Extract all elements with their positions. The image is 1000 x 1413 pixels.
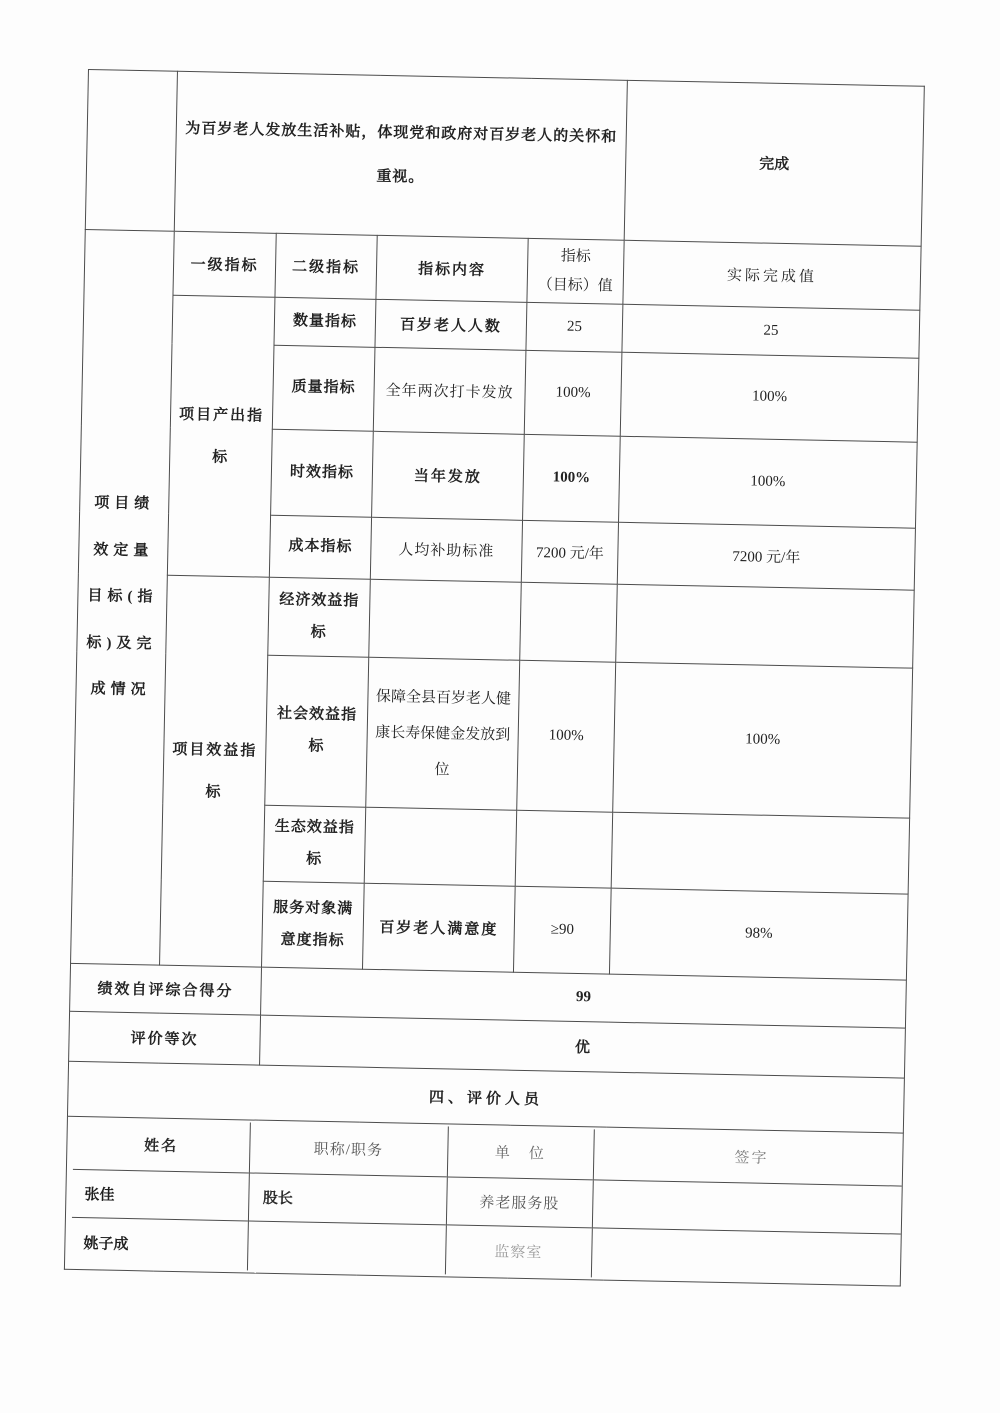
row-timeliness-target: 100% — [523, 434, 621, 522]
evaluator-2-title — [247, 1220, 446, 1274]
empty-left-cell — [85, 70, 177, 232]
goal-completion: 完成 — [624, 80, 924, 246]
header-content: 指标内容 — [376, 235, 528, 302]
header-target-line2: （目标）值 — [537, 276, 613, 295]
group-output-indicators: 项目产出指标 — [167, 295, 275, 577]
row-satisfaction-target: ≥90 — [513, 886, 611, 974]
performance-table — [64, 69, 925, 1287]
row-economic-target — [520, 582, 618, 662]
evaluators-section-title: 四、评价人员 — [67, 1061, 904, 1133]
header-actual: 实际完成值 — [623, 240, 921, 310]
evaluators-header-signature: 签字 — [593, 1129, 904, 1185]
evaluators-header-title: 职称/职务 — [249, 1122, 448, 1176]
row-quality-actual: 100% — [620, 352, 919, 442]
evaluators-header-unit: 单 位 — [447, 1126, 594, 1179]
row-satisfaction-label: 服务对象满意度指标 — [262, 881, 365, 969]
row-quality-label: 质量指标 — [272, 345, 375, 431]
row-economic-label: 经济效益指标 — [268, 577, 371, 657]
row-ecological-content — [364, 807, 516, 886]
row-quantity-target: 25 — [526, 302, 623, 352]
row-social-target: 100% — [517, 660, 616, 812]
row-quantity-label: 数量指标 — [274, 297, 376, 347]
group-benefit-indicators: 项目效益指标 — [160, 575, 270, 967]
evaluators-table — [71, 1119, 903, 1284]
evaluator-1-unit: 养老服务股 — [446, 1176, 593, 1227]
evaluator-2-unit: 监察室 — [445, 1224, 592, 1277]
row-cost-label: 成本指标 — [269, 515, 371, 579]
evaluators-subtable-container — [64, 1116, 903, 1286]
row-quantity-content: 百岁老人人数 — [375, 299, 527, 350]
row-timeliness-label: 时效指标 — [271, 429, 374, 517]
evaluator-1-name: 张佳 — [72, 1169, 249, 1221]
grade-label: 评价等次 — [69, 1011, 261, 1065]
row-social-label: 社会效益指标 — [265, 655, 369, 807]
row-ecological-target — [515, 810, 613, 888]
evaluator-2-signature — [591, 1227, 903, 1283]
row-quantity-actual: 25 — [622, 304, 920, 358]
evaluator-1-signature — [592, 1179, 903, 1233]
header-level2: 二级指标 — [275, 233, 377, 299]
evaluators-header-name: 姓名 — [143, 1138, 179, 1156]
row-cost-content: 人均补助标准 — [370, 517, 522, 582]
row-quality-target: 100% — [524, 350, 622, 436]
self-score-value: 99 — [261, 967, 907, 1028]
row-cost-actual: 7200 元/年 — [617, 522, 915, 590]
grade-value: 优 — [260, 1015, 906, 1078]
row-timeliness-actual: 100% — [619, 436, 918, 528]
row-social-actual: 100% — [613, 662, 913, 818]
evaluator-2-name: 姚子成 — [71, 1217, 248, 1271]
scanned-evaluation-form — [64, 69, 924, 1287]
row-satisfaction-actual: 98% — [609, 888, 908, 980]
row-economic-content — [369, 579, 522, 660]
header-target — [527, 238, 624, 304]
self-score-label: 绩效自评综合得分 — [70, 963, 262, 1015]
row-quality-content: 全年两次打卡发放 — [373, 347, 526, 434]
goal-description: 为百岁老人发放生活补贴，体现党和政府对百岁老人的关怀和重视。 — [174, 71, 627, 240]
row-social-content: 保障全县百岁老人健康长寿保健金发放到位 — [366, 657, 520, 810]
row-satisfaction-content: 百岁老人满意度 — [362, 883, 515, 972]
row-ecological-actual — [611, 812, 909, 894]
row-economic-actual — [616, 584, 915, 668]
row-cost-target: 7200 元/年 — [521, 520, 618, 584]
row-ecological-label: 生态效益指标 — [263, 805, 366, 883]
left-section-label: 项目绩效定量目标(指标)及完成情况 — [71, 229, 175, 965]
header-level1: 一级指标 — [173, 231, 276, 297]
header-target-line1: 指标 — [560, 248, 592, 266]
row-timeliness-content: 当年发放 — [372, 431, 525, 520]
evaluator-1-title: 股长 — [248, 1172, 447, 1224]
